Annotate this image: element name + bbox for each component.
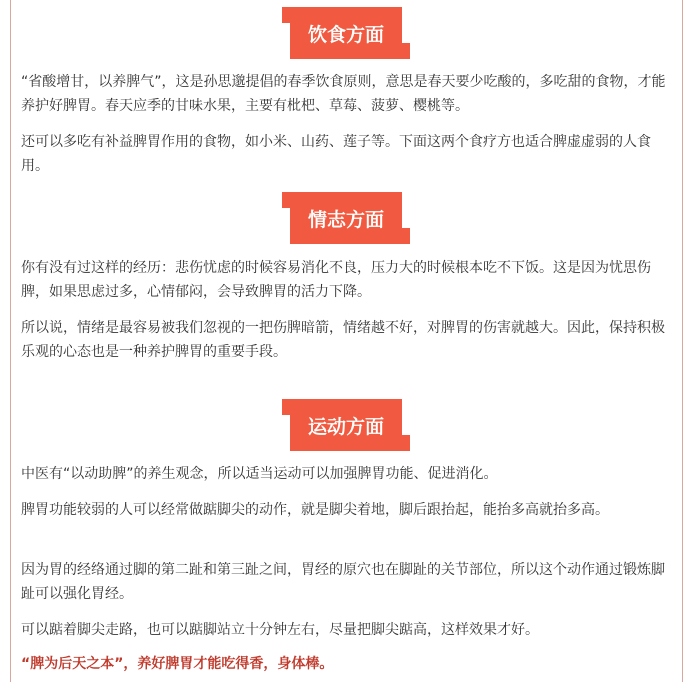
- badge-corner-decoration: [282, 399, 290, 415]
- closing-highlight: “脾为后天之本”，养好脾胃才能吃得香，身体棒。: [21, 656, 334, 672]
- paragraph: 脾胃功能较弱的人可以经常做踮脚尖的动作，就是脚尖着地，脚后跟抬起，能抬多高就抬多高。: [21, 502, 609, 518]
- badge-corner-decoration: [402, 435, 410, 451]
- badge-corner-decoration: [282, 192, 290, 208]
- section-title: 情志方面: [290, 192, 402, 244]
- paragraph: 所以说，情绪是最容易被我们忽视的一把伤脾暗箭，情绪越不好，对脾胃的伤害就越大。因此，保持积极乐观的心态也是一种养护脾胃的重要手段。: [21, 320, 665, 360]
- paragraph: 还可以多吃有补益脾胃作用的食物，如小米、山药、莲子等。下面这两个食疗方也适合脾虚虚弱的人食用。: [21, 134, 651, 174]
- section-title: 运动方面: [290, 399, 402, 451]
- paragraph: 你有没有过这样的经历：悲伤忧虑的时候容易消化不良，压力大的时候根本吃不下饭。这是因为忧思伤脾，如果思虑过多，心情郁闷，会导致脾胃的活力下降。: [21, 260, 651, 300]
- badge-corner-decoration: [282, 7, 290, 23]
- badge-corner-decoration: [402, 43, 410, 59]
- paragraph: 可以踮着脚尖走路，也可以踮脚站立十分钟左右，尽量把脚尖踮高，这样效果才好。: [21, 622, 539, 638]
- paragraph: 因为胃的经络通过脚的第二趾和第三趾之间，胃经的原穴也在脚趾的关节部位，所以这个动作通过锻炼脚趾可以强化胃经。: [21, 562, 665, 602]
- paragraph: 中医有“以动助脾”的养生观念，所以适当运动可以加强脾胃功能、促进消化。: [21, 466, 498, 482]
- section-title: 饮食方面: [290, 7, 402, 59]
- badge-corner-decoration: [402, 228, 410, 244]
- paragraph: “省酸增甘，以养脾气”，这是孙思邈提倡的春季饮食原则，意思是春天要少吃酸的，多吃甜的食物，才能养护好脾胃。春天应季的甘味水果，主要有枇杷、草莓、菠萝、樱桃等。: [21, 74, 666, 114]
